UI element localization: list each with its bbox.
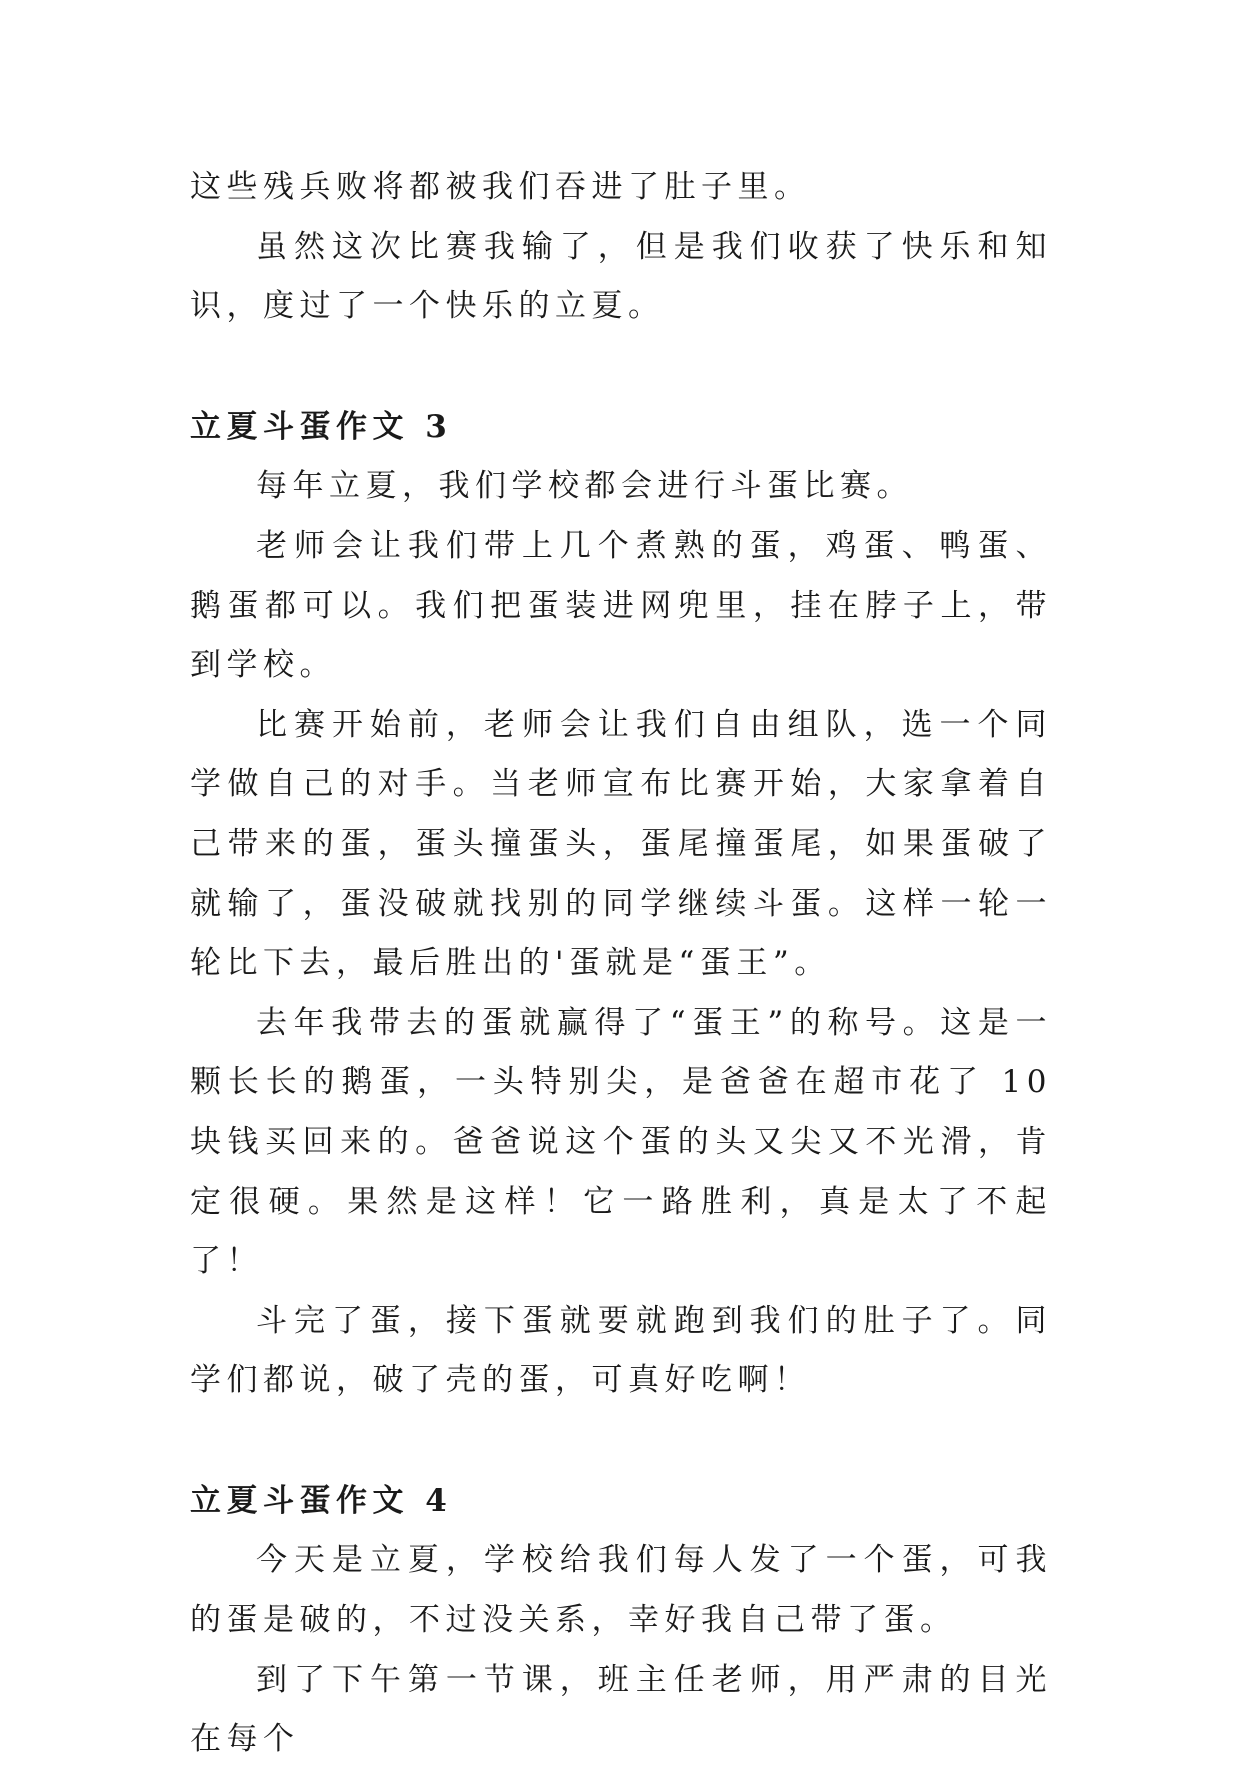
body-paragraph: 每年立夏，我们学校都会进行斗蛋比赛。 bbox=[256, 468, 913, 505]
section-gap bbox=[190, 1411, 1052, 1472]
body-paragraph: 老师会让我们带上几个煮熟的蛋，鸡蛋、鸭蛋、鹅蛋都可以。我们把蛋装进网兜里，挂在脖子上，带到学校。 bbox=[190, 527, 1052, 684]
summary-paragraph: 虽然这次比赛我输了，但是我们收获了快乐和知识，度过了一个快乐的立夏。 bbox=[190, 228, 1052, 325]
continuation-paragraph: 这些残兵败将都被我们吞进了肚子里。 bbox=[190, 169, 811, 205]
section-heading: 立夏斗蛋作文 4 bbox=[190, 1482, 453, 1519]
body-paragraph: 今天是立夏，学校给我们每人发了一个蛋，可我的蛋是破的，不过没关系，幸好我自己带了蛋。 bbox=[190, 1542, 1052, 1639]
body-paragraph: 比赛开始前，老师会让我们自由组队，选一个同学做自己的对手。当老师宣布比赛开始，大家拿着自己带来的蛋，蛋头撞蛋头，蛋尾撞蛋尾，如果蛋破了就输了，蛋没破就找别的同学继续斗蛋。这样一轮一轮比下去，最后胜出的'蛋就是“蛋王”。 bbox=[190, 706, 1052, 982]
section-heading: 立夏斗蛋作文 3 bbox=[190, 408, 453, 445]
body-paragraph: 去年我带去的蛋就赢得了“蛋王”的称号。这是一颗长长的鹅蛋，一头特别尖，是爸爸在超市花了 10 块钱买回来的。爸爸说这个蛋的头又尖又不光滑，肯定很硬。果然是这样！它一路胜利，真是太了不起了！ bbox=[190, 1004, 1052, 1280]
body-paragraph: 到了下午第一节课，班主任老师，用严肃的目光在每个 bbox=[190, 1661, 1052, 1758]
essay-section-3 bbox=[190, 398, 1052, 1411]
body-paragraph: 斗完了蛋，接下蛋就要就跑到我们的肚子了。同学们都说，破了壳的蛋，可真好吃啊！ bbox=[190, 1302, 1052, 1399]
document-body bbox=[190, 158, 1052, 1770]
essay-section-4 bbox=[190, 1472, 1052, 1770]
section-gap bbox=[190, 337, 1052, 398]
